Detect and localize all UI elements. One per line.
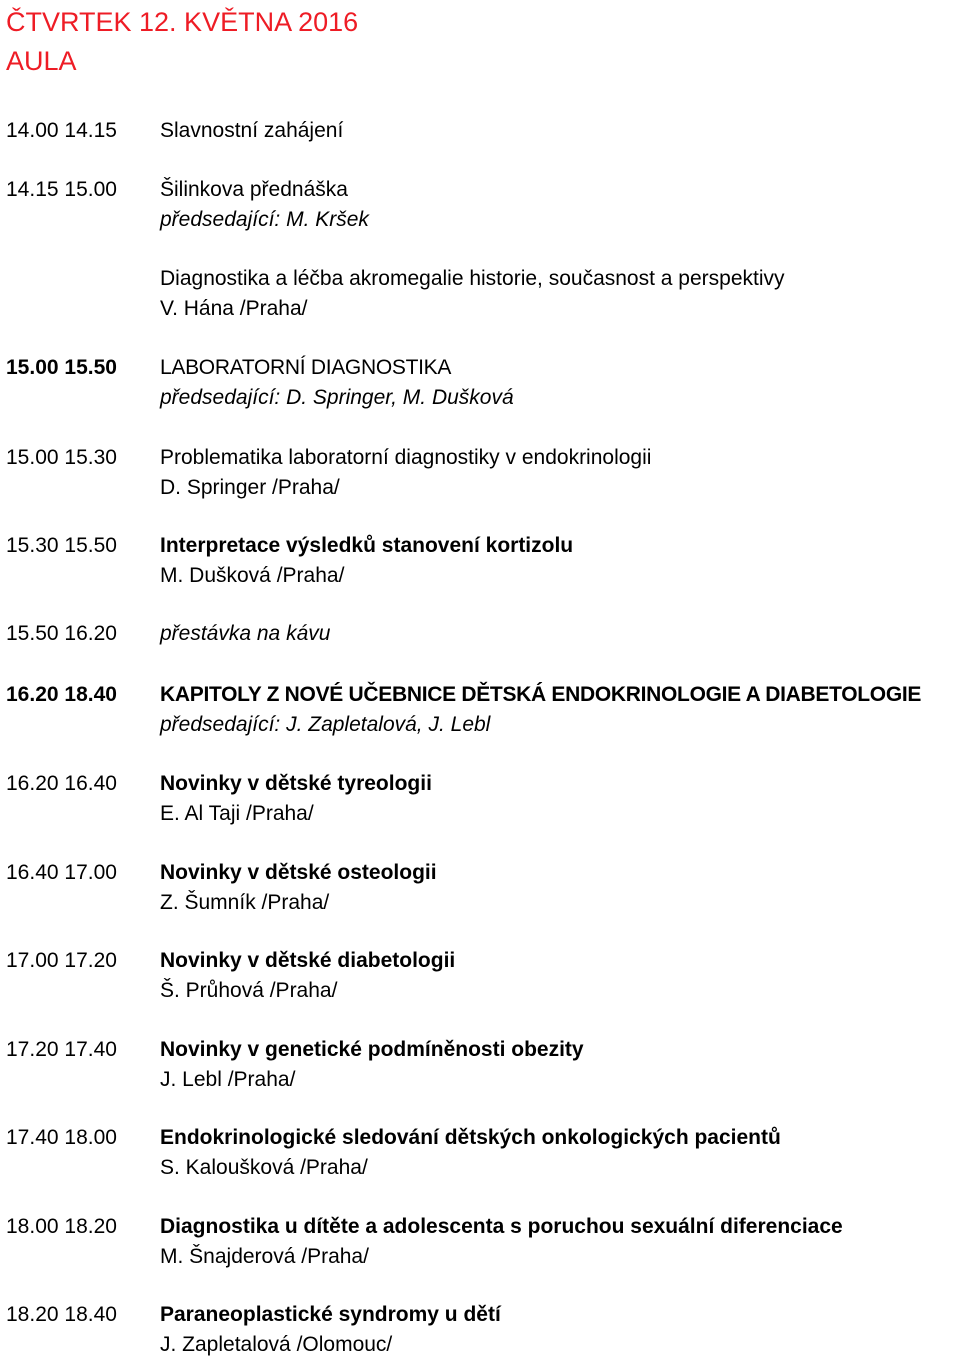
item-time: 14.15 15.00 [6, 178, 117, 201]
item-title: Paraneoplastické syndromy u dětí [160, 1303, 501, 1326]
section-time: 16.20 18.40 [6, 683, 117, 706]
section-chair: předsedající: J. Zapletalová, J. Lebl [160, 713, 491, 736]
item-time: 18.20 18.40 [6, 1303, 117, 1326]
item-time: 15.30 15.50 [6, 534, 117, 557]
item-title: Interpretace výsledků stanovení kortizolu [160, 534, 574, 557]
item-time: 18.00 18.20 [6, 1215, 117, 1238]
section-time: 15.00 15.50 [6, 356, 117, 379]
item-time: 15.00 15.30 [6, 446, 117, 469]
item-title: Novinky v dětské osteologii [160, 861, 437, 884]
item-time: 17.20 17.40 [6, 1038, 117, 1061]
item-chair: předsedající: M. Kršek [160, 208, 369, 231]
item-speaker: S. Kaloušková /Praha/ [160, 1156, 368, 1179]
item-speaker: V. Hána /Praha/ [160, 297, 308, 320]
item-time: 16.40 17.00 [6, 861, 117, 884]
item-title: Diagnostika a léčba akromegalie historie, současnost a perspektivy [160, 267, 785, 290]
section-title: LABORATORNÍ DIAGNOSTIKA [160, 356, 452, 379]
item-speaker: E. Al Taji /Praha/ [160, 802, 314, 825]
item-title: Novinky v genetické podmíněnosti obezity [160, 1038, 584, 1061]
item-speaker: Š. Průhová /Praha/ [160, 979, 338, 1002]
item-title: přestávka na kávu [160, 622, 331, 645]
item-time: 17.00 17.20 [6, 949, 117, 972]
room-heading: AULA [6, 46, 77, 76]
item-speaker: J. Lebl /Praha/ [160, 1068, 296, 1091]
item-time: 15.50 16.20 [6, 622, 117, 645]
item-title: Šilinkova přednáška [160, 178, 348, 201]
item-speaker: J. Zapletalová /Olomouc/ [160, 1333, 393, 1356]
item-speaker: Z. Šumník /Praha/ [160, 891, 330, 914]
item-time: 14.00 14.15 [6, 119, 117, 142]
item-title: Slavnostní zahájení [160, 119, 344, 142]
day-heading: ČTVRTEK 12. KVĚTNA 2016 [6, 7, 359, 37]
item-time: 17.40 18.00 [6, 1126, 117, 1149]
section-chair: předsedající: D. Springer, M. Dušková [160, 386, 514, 409]
item-title: Problematika laboratorní diagnostiky v endokrinologii [160, 446, 652, 469]
item-speaker: D. Springer /Praha/ [160, 476, 340, 499]
item-title: Diagnostika u dítěte a adolescenta s poruchou sexuální diferenciace [160, 1215, 843, 1238]
item-title: Novinky v dětské diabetologii [160, 949, 456, 972]
item-time: 16.20 16.40 [6, 772, 117, 795]
item-speaker: M. Dušková /Praha/ [160, 564, 345, 587]
item-speaker: M. Šnajderová /Praha/ [160, 1245, 369, 1268]
item-title: Novinky v dětské tyreologii [160, 772, 432, 795]
item-title: Endokrinologické sledování dětských onkologických pacientů [160, 1126, 781, 1149]
section-title: KAPITOLY Z NOVÉ UČEBNICE DĚTSKÁ ENDOKRINOLOGIE A DIABETOLOGIE [160, 683, 922, 706]
